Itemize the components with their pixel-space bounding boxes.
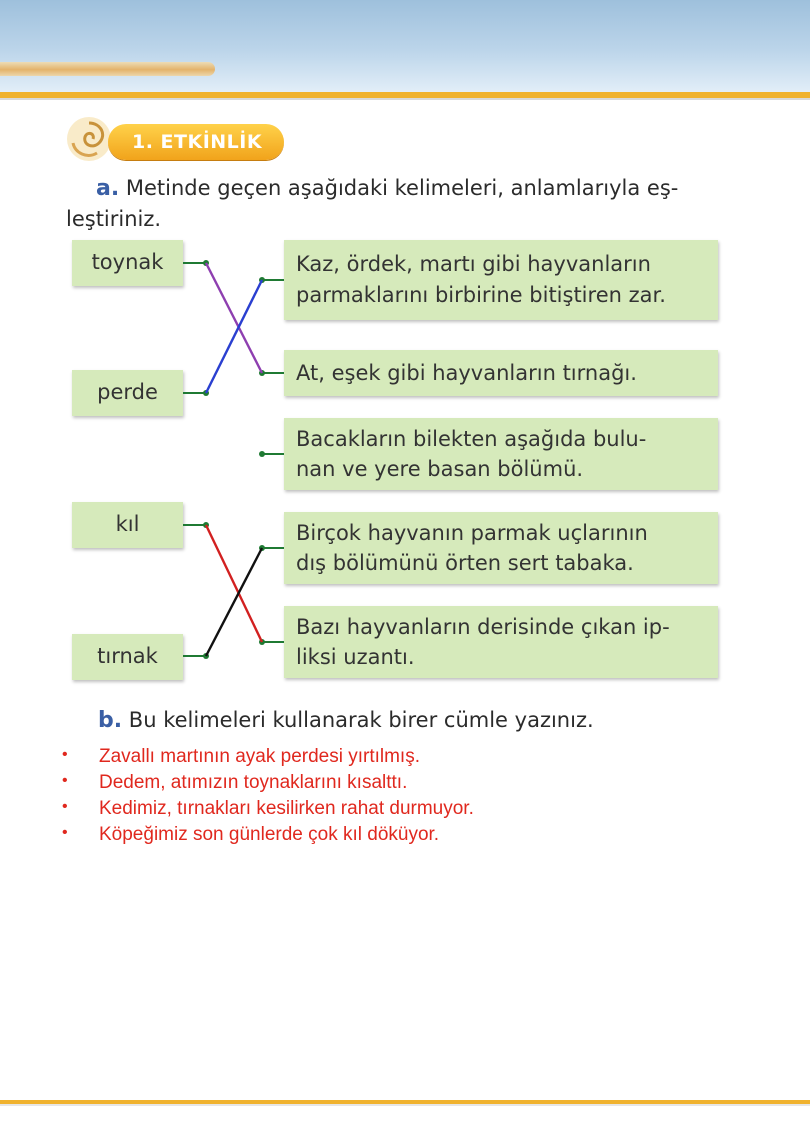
part-a-instruction-text: Metinde geçen aşağıdaki kelimeleri, anlamlarıyla eş-: [125, 176, 679, 200]
bullet: •: [62, 824, 68, 841]
word-label: tırnak: [97, 644, 158, 668]
match-line-toynak: [206, 263, 262, 373]
definition-line2: dış bölümünü örten sert tabaka.: [296, 551, 634, 575]
answer-text: Zavallı martının ayak perdesi yırtılmış.: [99, 746, 420, 767]
part-b-instruction: [98, 708, 594, 733]
definition-line1: Bacakların bilekten aşağıda bulu-: [296, 427, 647, 451]
definition-line2: nan ve yere basan bölümü.: [296, 457, 584, 481]
definition-connector-dot: [259, 451, 265, 457]
answer-item: [62, 824, 622, 850]
definition-line2: liksi uzantı.: [296, 645, 415, 669]
answer-list: [62, 746, 622, 850]
definition-line1: At, eşek gibi hayvanların tırnağı.: [296, 361, 637, 385]
word-label: toynak: [91, 250, 164, 274]
match-line-kıl: [206, 525, 262, 642]
answer-text: Kedimiz, tırnakları kesilirken rahat durmuyor.: [99, 798, 474, 819]
bullet: •: [62, 798, 68, 815]
part-b-instruction-text: Bu kelimeleri kullanarak birer cümle yazınız.: [128, 708, 594, 732]
activity-title: 1. ETKİNLİK: [132, 131, 263, 153]
part-a-letter: a.: [96, 176, 120, 201]
word-label: perde: [97, 380, 158, 404]
bullet: •: [62, 746, 68, 763]
match-line-tırnak: [206, 548, 262, 656]
answer-text: Dedem, atımızın toynaklarını kısalttı.: [99, 772, 408, 793]
answer-text: Köpeğimiz son günlerde çok kıl döküyor.: [99, 824, 440, 845]
definition-line1: Bazı hayvanların derisinde çıkan ip-: [296, 615, 670, 639]
word-label: kıl: [115, 512, 140, 536]
definition-line2: parmaklarını birbirine bitiştiren zar.: [296, 283, 666, 307]
answer-item: [62, 772, 622, 798]
footer-divider-shadow: [0, 1104, 810, 1106]
part-a-instruction-line2: leştiriniz.: [66, 207, 162, 231]
match-line-perde: [206, 280, 262, 393]
definition-line1: Birçok hayvanın parmak uçlarının: [296, 521, 648, 545]
definition-line1: Kaz, ördek, martı gibi hayvanların: [296, 252, 651, 276]
answer-item: [62, 798, 622, 824]
bullet: •: [62, 772, 68, 789]
answer-item: [62, 746, 622, 772]
part-b-letter: b.: [98, 708, 123, 733]
